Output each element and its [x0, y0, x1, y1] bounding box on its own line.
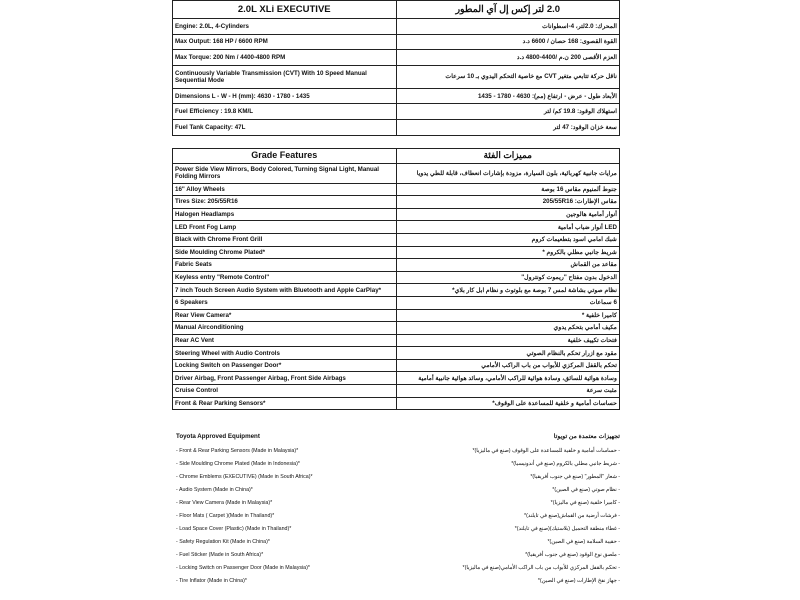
- table-row: [173, 296, 620, 309]
- equipment-item-en: - Safety Regulation Kit (Made in China)*: [176, 539, 270, 546]
- table-row: [173, 359, 620, 372]
- table-row: [173, 221, 620, 234]
- feature-en: Side Moulding Chrome Plated*: [173, 246, 397, 259]
- table-row: [173, 284, 620, 297]
- feature-ar: 6 سماعات: [396, 296, 620, 309]
- spec-en: Fuel Tank Capacity: 47L: [173, 119, 397, 135]
- spec-title-ar: 2.0 لتر إكس إل آي المطور: [396, 1, 620, 19]
- spec-ar: القوة القصوى: 168 حصان / 6600 د.د: [396, 34, 620, 50]
- table-row: [173, 259, 620, 272]
- table-row: [173, 347, 620, 360]
- feature-ar: وسادة هوائية للسائق، وسادة هوائية للراكب الأمامي، وسائد هوائية جانبية أمامية: [396, 372, 620, 385]
- feature-ar: الدخول بدون مفتاح "ريموت كونترول": [396, 271, 620, 284]
- feature-en: Tires Size: 205/55R16: [173, 196, 397, 209]
- list-item: [176, 509, 620, 522]
- feature-ar: مرايات جانبية كهربائية، بلون السيارة، مزودة بإشارات انعطاف، قابلة للطي يدويا: [396, 163, 620, 183]
- equipment-item-ar: - غطاء منطقة التحميل (بلاستيك)(صنع في تايلند)*: [514, 526, 620, 533]
- table-row: [173, 246, 620, 259]
- spec-ar: سعة خزان الوقود: 47 لتر: [396, 119, 620, 135]
- table-row: [173, 119, 620, 135]
- equipment-item-ar: - تحكم بالقفل المركزي للأبواب من باب الراكب الأمامي(صنع في ماليزيا)*: [462, 565, 620, 572]
- equipment-item-ar: - شريط جانبي مطلي بالكروم (صنع في أندونيسيا)*: [511, 460, 620, 467]
- list-item: [176, 536, 620, 549]
- spec-ar: استهلاك الوقود: 19.8 كم/ لتر: [396, 104, 620, 120]
- table-row: [173, 334, 620, 347]
- feature-en: Halogen Headlamps: [173, 208, 397, 221]
- table-row: [173, 34, 620, 50]
- spec-ar: ناقل حركة تتابعي متغير CVT مع خاصية التحكم اليدوي بـ 10 سرعات: [396, 65, 620, 88]
- equipment-item-en: - Rear View Camera (Made in Malaysia)*: [176, 499, 273, 506]
- feature-en: Black with Chrome Front Grill: [173, 233, 397, 246]
- list-item: [176, 549, 620, 562]
- feature-en: 16" Alloy Wheels: [173, 183, 397, 196]
- grade-table-header: [173, 148, 620, 163]
- list-item: [176, 562, 620, 575]
- equipment-item-ar: - حساسات أمامية و خلفية للمساعدة على الوقوف (صنع في ماليزيا)*: [472, 447, 620, 454]
- feature-ar: جنوط ألمنيوم مقاس 16 بوصة: [396, 183, 620, 196]
- feature-en: Cruise Control: [173, 385, 397, 398]
- equipment-item-en: - Floor Mats ( Carpet )(Made in Thailand)*: [176, 513, 275, 520]
- table-row: [173, 271, 620, 284]
- spec-title-en: 2.0L XLi EXECUTIVE: [173, 1, 397, 19]
- equipment-item-ar: - فرشات أرضية من القماش(صنع في تايلند)*: [524, 513, 620, 520]
- table-row: [173, 397, 620, 410]
- equipment-item-ar: - كاميرا خلفية (صنع في ماليزيا)*: [550, 499, 620, 506]
- spec-en: Engine: 2.0L, 4-Cylinders: [173, 19, 397, 35]
- feature-ar: مقاعد من القماش: [396, 259, 620, 272]
- feature-ar: نظام صوتي بشاشة لمس 7 بوصة مع بلوتوث و نظام ابل كار بلاي*: [396, 284, 620, 297]
- grade-title-en: Grade Features: [173, 148, 397, 163]
- equipment-item-en: - Load Space Cover (Plastic) (Made in Thailand)*: [176, 526, 292, 533]
- feature-ar: تحكم بالقفل المركزي للأبواب من باب الراكب الأمامي: [396, 359, 620, 372]
- spec-en: Dimensions L - W - H (mm): 4630 - 1780 - 1435: [173, 88, 397, 104]
- feature-en: Power Side View Mirrors, Body Colored, Turning Signal Light, Manual Folding Mirrors: [173, 163, 397, 183]
- spec-ar: الأبعاد طول - عرض - ارتفاع (مم): 4630 - 1780 - 1435: [396, 88, 620, 104]
- table-row: [173, 208, 620, 221]
- feature-ar: مثبت سرعة: [396, 385, 620, 398]
- table-row: [173, 65, 620, 88]
- spec-sheet: [172, 0, 620, 410]
- equipment-item-ar: - جهاز نفخ الإطارات (صنع في الصين)*: [537, 578, 620, 585]
- equipment-item-en: - Chrome Emblems (EXECUTIVE) (Made in South Africa)*: [176, 473, 313, 480]
- equipment-title-ar: تجهيزات معتمدة من تويوتا: [553, 433, 620, 440]
- feature-ar: كاميرا خلفية *: [396, 309, 620, 322]
- feature-en: LED Front Fog Lamp: [173, 221, 397, 234]
- table-row: [173, 183, 620, 196]
- table-row: [173, 233, 620, 246]
- equipment-item-ar: - حقيبة السلامة (صنع في الصين)*: [547, 539, 620, 546]
- feature-en: Rear View Camera*: [173, 309, 397, 322]
- spec-en: Max Output: 168 HP / 6600 RPM: [173, 34, 397, 50]
- feature-ar: مقاس الإطارات: 205/55R16: [396, 196, 620, 209]
- feature-ar: مقود مع ازرار تحكم بالنظام الصوتي: [396, 347, 620, 360]
- list-item: [176, 470, 620, 483]
- feature-en: 7 inch Touch Screen Audio System with Bluetooth and Apple CarPlay*: [173, 284, 397, 297]
- table-row: [173, 372, 620, 385]
- feature-en: Steering Wheel with Audio Controls: [173, 347, 397, 360]
- feature-en: Locking Switch on Passenger Door*: [173, 359, 397, 372]
- feature-ar: حساسات أمامية و خلفية للمساعدة على الوقوف*: [396, 397, 620, 410]
- feature-ar: شريط جانبي مطلي بالكروم *: [396, 246, 620, 259]
- equipment-title-en: Toyota Approved Equipment: [176, 433, 260, 440]
- feature-en: Keyless entry "Remote Control": [173, 271, 397, 284]
- specifications-table: [172, 0, 620, 136]
- equipment-item-en: - Locking Switch on Passenger Door (Made in Malaysia)*: [176, 565, 310, 572]
- table-row: [173, 50, 620, 66]
- equipment-item-en: - Front & Rear Parking Sensors (Made in Malaysia)*: [176, 447, 299, 454]
- list-item: [176, 483, 620, 496]
- table-row: [173, 309, 620, 322]
- spec-ar: العزم الأقصى 200 ن.م /4400-4800 د.د: [396, 50, 620, 66]
- spec-en: Fuel Efficiency : 19.8 KM/L: [173, 104, 397, 120]
- table-row: [173, 163, 620, 183]
- list-item: [176, 444, 620, 457]
- feature-en: Manual Airconditioning: [173, 322, 397, 335]
- feature-ar: شبك امامي اسود بتطعيمات كروم: [396, 233, 620, 246]
- approved-equipment-section: [176, 433, 620, 588]
- feature-ar: مكيف أمامي بتحكم يدوي: [396, 322, 620, 335]
- equipment-item-en: - Audio System (Made in China)*: [176, 486, 253, 493]
- table-row: [173, 385, 620, 398]
- equipment-item-ar: - شعار "المطور" (صنع في جنوب أفريقيا)*: [530, 473, 620, 480]
- spec-table-header: [173, 1, 620, 19]
- grade-features-table: [172, 148, 620, 411]
- table-row: [173, 104, 620, 120]
- equipment-item-en: - Fuel Sticker (Made in South Africa)*: [176, 552, 264, 559]
- table-row: [173, 19, 620, 35]
- table-row: [173, 322, 620, 335]
- spec-ar: المحرك: 2.0لتر، 4-اسطوانات: [396, 19, 620, 35]
- grade-title-ar: مميزات الفئة: [396, 148, 620, 163]
- list-item: [176, 457, 620, 470]
- list-item: [176, 575, 620, 588]
- equipment-item-en: - Tire Inflator (Made in China)*: [176, 578, 247, 585]
- feature-en: 6 Speakers: [173, 296, 397, 309]
- feature-ar: LED أنوار ضباب أمامية: [396, 221, 620, 234]
- spec-en: Continuously Variable Transmission (CVT) With 10 Speed Manual Sequential Mode: [173, 65, 397, 88]
- feature-en: Fabric Seats: [173, 259, 397, 272]
- feature-en: Front & Rear Parking Sensors*: [173, 397, 397, 410]
- table-row: [173, 88, 620, 104]
- feature-en: Driver Airbag, Front Passenger Airbag, Front Side Airbags: [173, 372, 397, 385]
- equipment-header: [176, 433, 620, 440]
- equipment-item-ar: - نظام صوتي (صنع في الصين)*: [552, 486, 620, 493]
- list-item: [176, 496, 620, 509]
- equipment-item-en: - Side Moulding Chrome Plated (Made in Indonesia)*: [176, 460, 300, 467]
- equipment-item-ar: - ملصق نوع الوقود (صنع في جنوب أفريقيا)*: [525, 552, 620, 559]
- feature-en: Rear AC Vent: [173, 334, 397, 347]
- spec-en: Max Torque: 200 Nm / 4400-4800 RPM: [173, 50, 397, 66]
- table-row: [173, 196, 620, 209]
- feature-ar: فتحات تكييف خلفية: [396, 334, 620, 347]
- feature-ar: أنوار أمامية هالوجين: [396, 208, 620, 221]
- list-item: [176, 523, 620, 536]
